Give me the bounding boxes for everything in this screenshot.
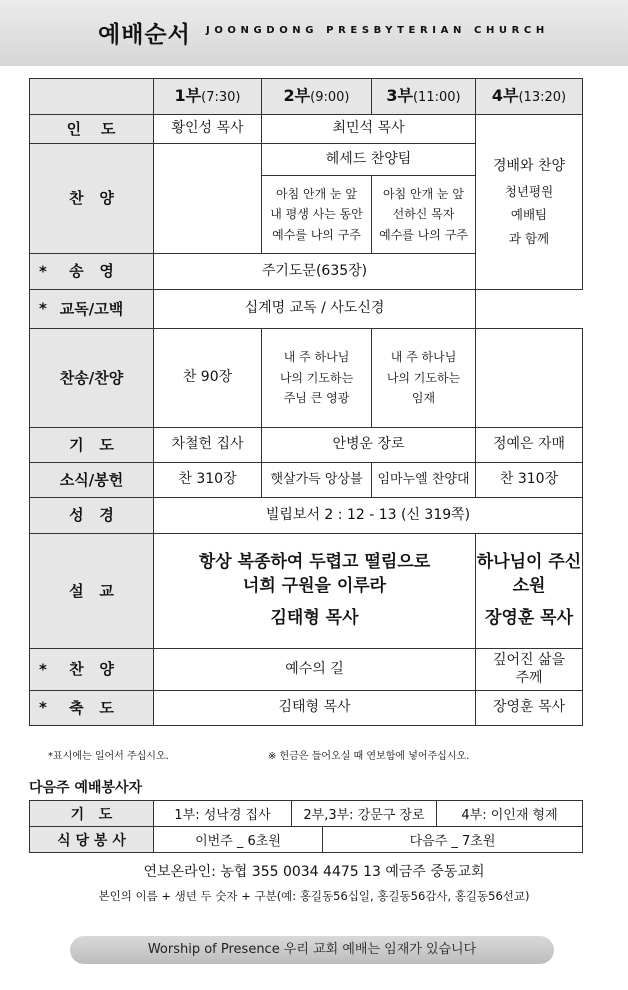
praise-1 — [154, 144, 262, 254]
closing-value: 예수의 길 — [154, 649, 476, 691]
song-2: 내 주 하나님 나의 기도하는 주님 큰 영광 — [262, 329, 372, 428]
next-prayer-1: 1부: 성낙경 집사 — [154, 801, 292, 827]
row-label-confession: * 교독/고백 — [30, 290, 154, 329]
leader-23: 최민석 목사 — [262, 115, 476, 144]
footer-slogan: Worship of Presence 우리 교회 예배는 임재가 있습니다 — [70, 936, 554, 964]
row-label-leader: 인 도 — [30, 115, 154, 144]
prayer-1: 차철헌 집사 — [154, 428, 262, 463]
row-label-sermon: 설 교 — [30, 534, 154, 649]
next-prayer-label: 기 도 — [30, 801, 154, 827]
next-week-title: 다음주 예배봉사자 — [29, 780, 143, 796]
offering-4: 찬 310장 — [476, 463, 583, 498]
scripture-value: 빌립보서 2 : 12 - 13 (신 319쪽) — [154, 498, 583, 534]
sermon-4: 하나님이 주신 소원 장영훈 목사 — [476, 534, 583, 649]
offering-naming-note: 본인의 이름 + 생년 두 숫자 + 구분(예: 홍길동56십일, 홍길동56감사, 홍길동56선교) — [98, 889, 530, 903]
offering-1: 찬 310장 — [154, 463, 262, 498]
leader-1: 황인성 목사 — [154, 115, 262, 144]
closing-4: 깊어진 삶을 주께 — [476, 649, 583, 691]
praise-team: 헤세드 찬양팀 — [262, 144, 476, 176]
prayer-4: 정예은 자매 — [476, 428, 583, 463]
next-prayer-4: 4부: 이인재 형제 — [437, 801, 583, 827]
church-name: JOONGDONG PRESBYTERIAN CHURCH — [206, 25, 549, 36]
row-label-scripture: 성 경 — [30, 498, 154, 534]
header-corner — [30, 79, 154, 115]
row-label-prayer: 기 도 — [30, 428, 154, 463]
prayer-23: 안병운 장로 — [262, 428, 476, 463]
row-label-song: 찬송/찬양 — [30, 329, 154, 428]
song-3: 내 주 하나님 나의 기도하는 임재 — [372, 329, 476, 428]
offering-2: 햇살가득 앙상블 — [262, 463, 372, 498]
hymn-value: 주기도문(635장) — [154, 254, 476, 290]
song-1: 찬 90장 — [154, 329, 262, 428]
row-label-benediction: * 축 도 — [30, 691, 154, 726]
next-prayer-23: 2부,3부: 강문구 장로 — [292, 801, 437, 827]
row-label-offering: 소식/봉헌 — [30, 463, 154, 498]
next-week-table — [29, 800, 583, 853]
dining-label: 식 당 봉 사 — [30, 827, 154, 853]
dining-next-week: 다음주 _ 7초원 — [323, 827, 583, 853]
col-header-3: 3부(11:00) — [372, 79, 476, 115]
online-offering-account: 연보온라인: 농협 355 0034 4475 13 예금주 중동교회 — [143, 864, 485, 880]
offering-3: 임마누엘 찬양대 — [372, 463, 476, 498]
benediction-value: 김태형 목사 — [154, 691, 476, 726]
col-header-4: 4부(13:20) — [476, 79, 583, 115]
header-bar — [0, 0, 628, 66]
worship-order-table — [29, 78, 583, 726]
dining-this-week: 이번주 _ 6초원 — [154, 827, 323, 853]
row-label-closing: * 찬 양 — [30, 649, 154, 691]
praise-3: 아침 안개 눈 앞 선하신 목자 예수를 나의 구주 — [372, 176, 476, 254]
fourth-service-praise: 경배와 찬양 청년평원 예배팀 과 함께 — [476, 115, 583, 290]
col-header-1: 1부(7:30) — [154, 79, 262, 115]
offering-note: ※ 헌금은 들어오실 때 연보함에 넣어주십시오. — [268, 751, 470, 762]
standing-note: *표시에는 일어서 주십시오. — [48, 751, 169, 762]
page-title: 예배순서 — [98, 22, 191, 48]
praise-2: 아침 안개 눈 앞 내 평생 사는 동안 예수를 나의 구주 — [262, 176, 372, 254]
benediction-4: 장영훈 목사 — [476, 691, 583, 726]
col-header-2: 2부(9:00) — [262, 79, 372, 115]
sermon-main: 항상 복종하여 두렵고 떨림으로 너희 구원을 이루라 김태형 목사 — [154, 534, 476, 649]
row-label-praise: 찬 양 — [30, 144, 154, 254]
song-4 — [476, 329, 583, 428]
row-label-hymn: * 송 영 — [30, 254, 154, 290]
confession-value: 십계명 교독 / 사도신경 — [154, 290, 476, 329]
